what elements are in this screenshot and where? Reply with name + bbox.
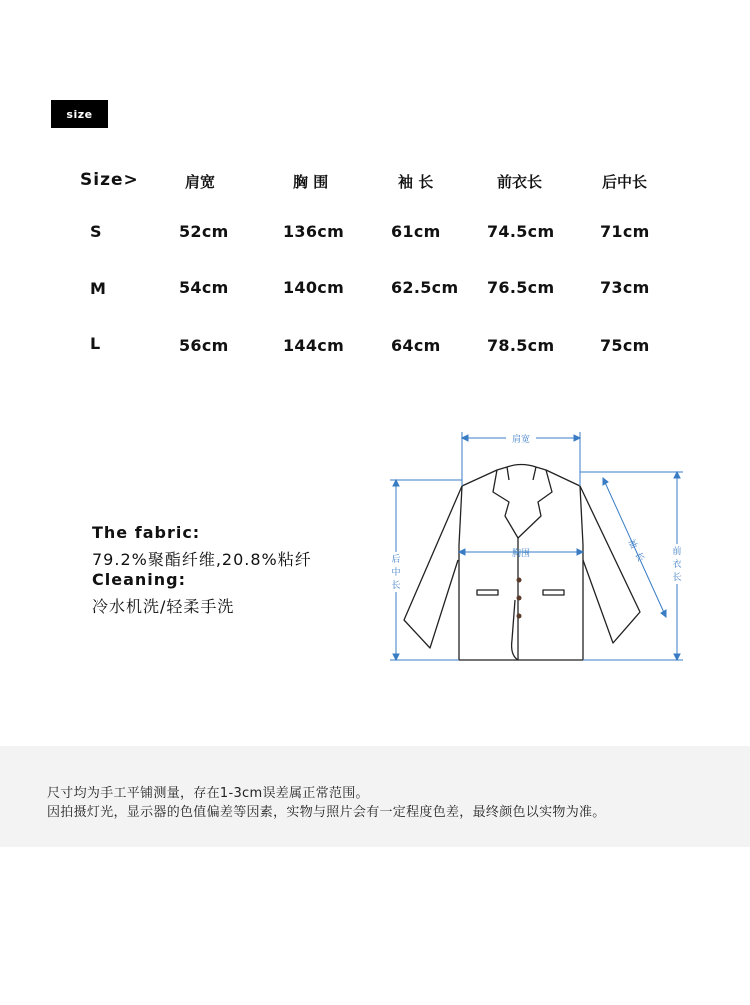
notice-line-2: 因拍摄灯光，显示器的色值偏差等因素，实物与照片会有一定程度色差，最终颜色以实物为准。: [47, 805, 606, 820]
table-header-back-length: 后中长: [602, 173, 648, 191]
table-cell: 76.5cm: [487, 278, 555, 297]
table-header-chest: 胸 围: [293, 173, 329, 191]
label-sleeve-2: 长: [632, 550, 646, 564]
table-header-sleeve: 袖 长: [398, 173, 434, 191]
fabric-value: 79.2%聚酯纤维,20.8%粘纤: [92, 550, 312, 569]
button-icon: [517, 578, 522, 583]
table-header-size: Size>: [80, 170, 139, 190]
table-cell: 78.5cm: [487, 336, 555, 355]
fabric-label: The fabric:: [92, 523, 201, 542]
label-back-length-1: 后: [391, 555, 401, 565]
label-back-length-3: 长: [391, 581, 401, 591]
label-back-length-2: 中: [391, 568, 401, 578]
button-icon: [517, 596, 522, 601]
label-front-length-3: 长: [672, 573, 682, 583]
notice-panel: [0, 746, 750, 847]
table-cell: 74.5cm: [487, 222, 555, 241]
table-cell: 73cm: [600, 278, 650, 297]
table-cell: 64cm: [391, 336, 441, 355]
table-cell: S: [90, 222, 102, 241]
table-header-shoulder: 肩宽: [185, 173, 216, 191]
table-cell: 52cm: [179, 222, 229, 241]
table-cell: 144cm: [283, 336, 345, 355]
button-icon: [517, 614, 522, 619]
notice-line-1: 尺寸均为手工平铺测量，存在1-3cm误差属正常范围。: [47, 786, 369, 801]
cleaning-label: Cleaning:: [92, 570, 186, 589]
table-cell: 75cm: [600, 336, 650, 355]
label-front-length-1: 前: [672, 547, 682, 557]
label-sleeve-1: 袖: [625, 537, 639, 551]
label-front-length-2: 衣: [672, 560, 682, 570]
label-chest: 胸围: [511, 549, 531, 559]
table-cell: 71cm: [600, 222, 650, 241]
table-cell: 62.5cm: [391, 278, 459, 297]
jacket-outline: [404, 465, 640, 661]
label-shoulder: 肩宽: [511, 435, 531, 445]
table-cell: 140cm: [283, 278, 345, 297]
size-tag: size: [51, 100, 108, 128]
table-cell: 56cm: [179, 336, 229, 355]
table-cell: L: [90, 334, 101, 353]
table-header-front-length: 前衣长: [497, 173, 543, 191]
table-cell: 136cm: [283, 222, 345, 241]
garment-diagram: [385, 425, 685, 675]
table-cell: 61cm: [391, 222, 441, 241]
table-cell: M: [90, 279, 107, 298]
table-cell: 54cm: [179, 278, 229, 297]
measurement-lines: [390, 432, 683, 660]
cleaning-value: 冷水机洗/轻柔手洗: [92, 597, 235, 616]
